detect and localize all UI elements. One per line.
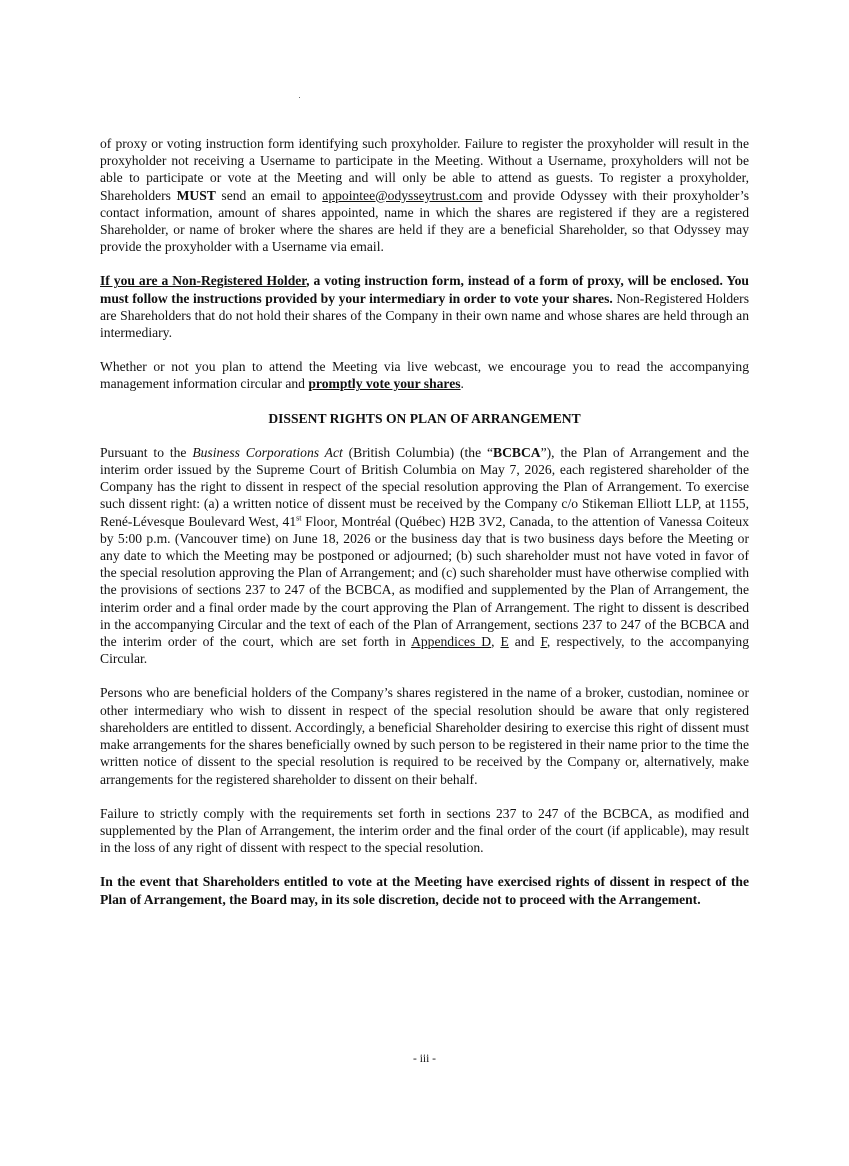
non-registered-holder-paragraph: If you are a Non-Registered Holder, a voting instruction form, instead of a form of proxy, will be enclosed. You must follow the instructions provided by your intermediary in order to vote your shares. Non-Registered Holders are Shareholders that do not hold their shares of the Company in their own name and whose shares are held through an intermediary. — [100, 273, 749, 341]
beneficial-holders-paragraph: Persons who are beneficial holders of the Company’s shares registered in the name of a broker, custodian, nominee or other intermediary who wish to dissent in respect of the special resolution should be aware that only registered shareholders are entitled to dissent. Accordingly, a beneficial Shareholder desiring to exercise this right of dissent must make arrangements for the shares beneficially owned by such person to be registered in their name prior to the time the written notice of dissent to the special resolution is required to be received by the Company or, alternatively, make arrangements for the registered shareholder to dissent on their behalf. — [100, 685, 749, 787]
stray-mark — [299, 97, 300, 98]
dissent-rights-paragraph: Pursuant to the Business Corporations Act (British Columbia) (the “BCBCA”), the Plan of Arrangement and the interim order issued by the Supreme Court of British Columbia on May 7, 2026, each registered shareholder of the Company has the right to dissent in respect of the special resolution approving the Plan of Arrangement. To exercise such dissent right: (a) a written notice of dissent must be received by the Company c/o Stikeman Elliott LLP, at 1155, René-Lévesque Boulevard West, 41st Floor, Montréal (Québec) H2B 3V2, Canada, to the attention of Vanessa Coiteux by 5:00 p.m. (Vancouver time) on June 18, 2026 or the business day that is two business days before the Meeting or any date to which the Meeting may be postponed or adjourned; (b) such shareholder must not have voted in favor of the special resolution approving the Plan of Arrangement; and (c) such shareholder must have otherwise complied with the provisions of sections 237 to 247 of the BCBCA, as modified and supplemented by the Plan of Arrangement, the interim order and a final order made by the court approving the Plan of Arrangement. The right to dissent is described in the accompanying Circular and the text of each of the Plan of Arrangement, sections 237 to 247 of the BCBCA and the interim order of the court, which are set forth in Appendices D, E and F, respectively, to the accompanying Circular. — [100, 444, 750, 667]
document-body — [100, 135, 749, 925]
bcbca-defined-term: BCBCA — [493, 444, 541, 460]
appointee-email-link[interactable]: appointee@odysseytrust.com — [322, 187, 483, 203]
non-registered-holder-lead: If you are a Non-Registered Holder — [100, 273, 307, 289]
appendix-e-link[interactable]: E — [500, 634, 509, 650]
appendix-d-link[interactable]: Appendices D — [411, 634, 492, 650]
appendix-f-link[interactable]: F — [540, 634, 547, 650]
proxyholder-registration-paragraph: of proxy or voting instruction form identifying such proxyholder. Failure to register the proxyholder will result in the proxyholder not receiving a Username to participate in the Meeting. Without a Username, proxyholders will not be able to participate or vote at the Meeting and will only be able to attend as guests. To register a proxyholder, Shareholders MUST send an email to appointee@odysseytrust.com and provide Odyssey with their proxyholder’s contact information, amount of shares appointed, name in which the shares are registered if they are a registered Shareholder, or name of broker where the shares are held if they are a beneficial Shareholder, so that Odyssey may provide the proxyholder with a Username via email. — [100, 136, 749, 255]
dissent-rights-heading: DISSENT RIGHTS ON PLAN OF ARRANGEMENT — [268, 410, 581, 426]
vote-encouragement-paragraph: Whether or not you plan to attend the Meeting via live webcast, we encourage you to read the accompanying management information circular and promptly vote your shares. — [100, 359, 749, 392]
act-title: Business Corporations Act — [192, 444, 343, 460]
ordinal-superscript: st — [296, 513, 302, 523]
board-discretion-paragraph: In the event that Shareholders entitled to vote at the Meeting have exercised rights of dissent in respect of the Plan of Arrangement, the Board may, in its sole discretion, decide not to proceed with the Arrangement. — [100, 874, 749, 907]
page-number: - iii - — [413, 1053, 436, 1065]
must-emphasis: MUST — [176, 187, 216, 203]
compliance-failure-paragraph: Failure to strictly comply with the requirements set forth in sections 237 to 247 of the BCBCA, as modified and supplemented by the Plan of Arrangement, the interim order and the final order of the court (if applicable), may result in the loss of any right of dissent with respect to the special resolution. — [100, 805, 749, 856]
promptly-vote-emphasis: promptly vote your shares — [308, 376, 461, 392]
